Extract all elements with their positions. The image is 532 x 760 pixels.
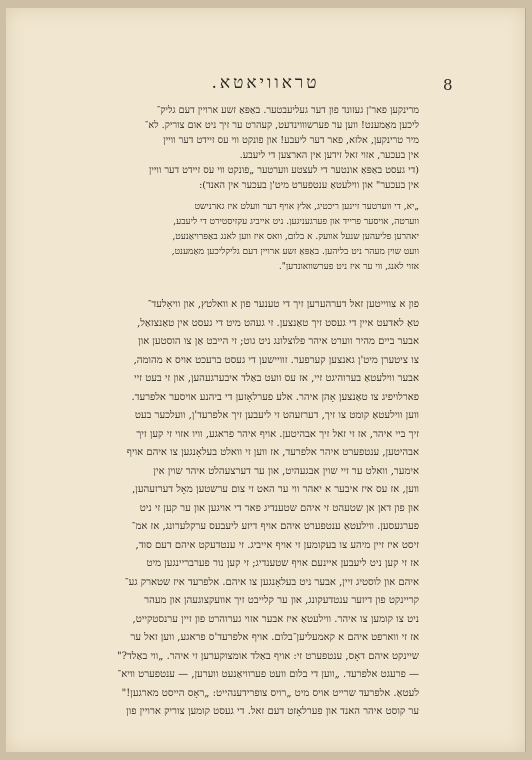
text-line: — פרעגט אלפרעד. „ווען די בלום וועט פערוויאַנעט ווערען, — ענטפערט וויא־ — [117, 669, 419, 680]
paragraph-2 — [103, 296, 419, 722]
page-number: 8 — [443, 76, 453, 94]
text-line: ניט צו קומען צו איהר. ווילעטאַ איז אבער אזוי גערוהרט פון זיין ערנסטקייט, — [132, 613, 419, 625]
text-line: לעטאַ. אלפרעד שרייט אויס מיט „רויס צופרידענהייט: „ראָס הייסט מארגען!" — [121, 687, 419, 699]
page-title: טראוויאטא. — [211, 73, 320, 93]
text-line: מיר טרינקען, אלזא, פאר דער ליעבע! און פונקט ווי עס זיידט דער וויין — [163, 135, 419, 146]
quote-line: „יא, די ווערטער זיינען ריכטיג, אלץ אויף דער וועלט איז גארנישט — [194, 202, 419, 212]
text-line: פארלויפיג צו טאַנצען אָהן איהר. אלע פערלאָזען די ביהנע אויסער אלפרעד. — [131, 391, 419, 403]
text-line: אבער ביים מהיר ווערט איהר פלוצלונג ניט גוט; זי הייבט אַן צו הוסטען און — [138, 336, 419, 347]
text-line: (די געסט באַפּאַ אונטער די לעצטע ווערטער „פונקט ווי עס זיידט דער וויין — [148, 165, 419, 176]
text-line: אין בעכער" און ווילעטאַ ענטפערט מיט'ן בעכער אין האנד): — [199, 180, 419, 191]
text-line: אבער ווילעטאַ בערוהיגט זיי, אז עס וועט באַלד איבערגעהען, און זי בעט זיי — [134, 373, 419, 384]
text-line: אימער, וואלט ער זיי שוין אבגעהיט, און ער דערצעהלט איהר שוין אין — [153, 465, 419, 477]
text-line: און פון דאן אן שטעהט זי איהם שטענדיג פאר די אויגען און ער קען זי ניט — [139, 502, 419, 514]
quote-line: יאהרען פליעהען שנעל אוועק. א בלום, וואס איז ווען לאנג באַפּרויאַנעט, — [172, 232, 419, 242]
book-page — [6, 8, 526, 752]
quote-line: אזוי לאנג, ווי ער איז ניט פערשוואונדען". — [278, 262, 419, 272]
song-quote — [115, 200, 419, 275]
text-line: ליכען מאַמענט! ווען ער פערשוווינדעט, קעהרט ער זיך ניט אום צוריק. לא־ — [144, 120, 419, 131]
text-line: זיך ביי איהר, אז זי זאל זיך אבהיטען. אויף איהר פראגע, וויו אזוי זי קען זיך — [136, 428, 419, 440]
text-line: שיינקט איהם דאָס, ענטפערט זי: אויף באַלד אומצוקערען זי איהר. „ווי באַלד?" — [117, 650, 419, 662]
text-line: קריינקט פון דיזער ענטדעקונג, און ער קלייבט זיך אוועקצוגעהן און מעהר — [144, 595, 419, 606]
text-line: אין בעכער, אזוי זאל זידען אין הארצען די ליעבע. — [239, 150, 419, 161]
quote-line: ווערטה, אויסער פרייד און פערגעניגען. ניט אייביג עקזיסטירט די ליעבע, — [173, 217, 419, 227]
text-line: אז זי קען ניט ליעבען איינעם אויף שטענדיג; זי קען נור פערבריינגען מיט — [146, 558, 419, 569]
quote-line: וועט שוין מעהר ניט בליהען. באַפּאַ זשע ארויין דעם גליקליכען מאַמענט, — [171, 247, 419, 257]
text-line: זיסט איז זיין מיהע צו בעקומען זי אויף אייביג. זי ענטדעקט איהם דעם סוד, — [135, 539, 419, 551]
text-line: צו ציטערן מיט'ן גאנצען קערפער. זוויישען די געסט ברעכט אויס א מהומה, — [133, 354, 419, 366]
text-line: פערגעסען. ווילעטאַ ענטפערט איהם אויף דיזע ליעבעס ערקלערונג, אז אמ־ — [131, 521, 419, 532]
text-line: אז זי ווארפט איהם א קאמעליען־בלום. אויף אלפרעד'ס פראגע, ווען זאל ער — [130, 632, 419, 643]
text-line: ער קוסט איהר האנד און פערלאָזט דעם זאל. די געסט קומען צוריק ארויין פון — [126, 706, 419, 717]
text-line: טאַ לאדעט איין די געסט זיך טאַנצען. זי געהט מיט די געסט אין טאַנצזאַל, — [137, 317, 419, 329]
paragraph-1 — [103, 103, 419, 193]
text-line: ווען ווילעטאַ קומט צו זיך, דערזעהט זי ליעבען זיך אלפרעד'ן, וועלכער בעט — [134, 410, 419, 421]
text-line: מרינקען פאר'ן געזונד פון דער געליעבטער. באַפּאַ זשע ארויין דעם גליק־ — [156, 105, 419, 116]
text-line: פון א צווייטען זאל דערהערען זיך די טענער פון א וואלטץ, און וויאָלעד־ — [147, 299, 419, 310]
text-line: אבהיטען, ענטפערט איהר אלפרעד, אז ווען זי וואלט בעלאָנגען צו איהם אויף — [126, 447, 419, 458]
text-line: איהם און לוסטיג זיין, אבער ניט בעלאָנגען צו איהם. אלפרעד איז שטארק גע־ — [124, 576, 419, 588]
text-line: ווען, אז עס איז איבער א יאהר ווי ער האט זי צום ערשטען מאָל דערזעהען, — [132, 484, 419, 495]
